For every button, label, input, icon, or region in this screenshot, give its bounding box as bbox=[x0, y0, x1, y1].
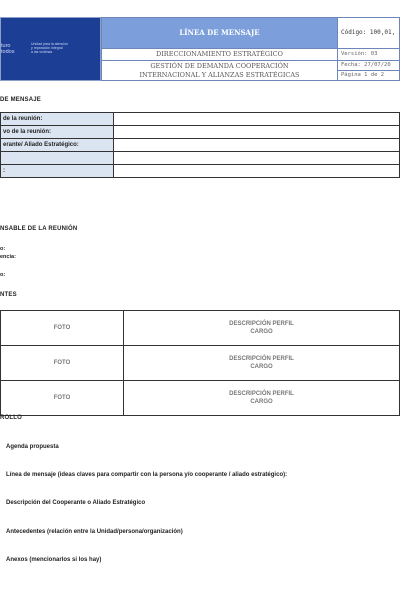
participant-row bbox=[1, 311, 400, 346]
photo-placeholder: FOTO bbox=[1, 311, 124, 346]
document-title: LÍNEA DE MENSAJE bbox=[102, 18, 338, 49]
profile-description: DESCRIPCIÓN PERFIL CARGO bbox=[124, 346, 400, 381]
resp-line: o: bbox=[0, 246, 6, 252]
agenda-item: Anexos (mencionarlos si los hay) bbox=[6, 557, 102, 563]
info-label: vo de la reunión: bbox=[1, 126, 114, 139]
info-row bbox=[1, 165, 400, 178]
info-value[interactable] bbox=[114, 113, 400, 126]
agenda-item: Agenda propuesta bbox=[6, 444, 59, 450]
info-label: erante/ Aliado Estratégico: bbox=[1, 139, 114, 152]
logo-subtext: Unidad para la atención y reparación integral a las víctimas bbox=[31, 42, 68, 54]
section-linea-title: DE MENSAJE bbox=[0, 97, 42, 103]
agenda-item: Descripción del Cooperante o Aliado Estratégico bbox=[6, 500, 146, 506]
photo-placeholder: FOTO bbox=[1, 381, 124, 416]
header-table bbox=[101, 17, 400, 81]
info-label: de la reunión: bbox=[1, 113, 114, 126]
version: Versión: 03 bbox=[338, 48, 400, 60]
resp-line: o: bbox=[0, 272, 6, 278]
section-participantes-title: NTES bbox=[0, 292, 17, 298]
document-code: Código: 100,01, bbox=[338, 18, 400, 49]
info-row bbox=[1, 139, 400, 152]
info-value[interactable] bbox=[114, 126, 400, 139]
section-desarrollo-title: ROLLO bbox=[0, 415, 22, 421]
resp-line: encia: bbox=[0, 254, 16, 260]
info-value[interactable] bbox=[114, 165, 400, 178]
photo-placeholder: FOTO bbox=[1, 346, 124, 381]
logo bbox=[0, 17, 101, 81]
info-label bbox=[1, 152, 114, 165]
participants-table bbox=[0, 310, 400, 416]
participant-row bbox=[1, 381, 400, 416]
info-label: : bbox=[1, 165, 114, 178]
logo-text: turo todos bbox=[1, 43, 15, 55]
process-name: DIRECCIONAMIENTO ESTRATÉGICO bbox=[102, 48, 338, 60]
profile-description: DESCRIPCIÓN PERFIL CARGO bbox=[124, 311, 400, 346]
procedure-name-1: GESTIÓN DE DEMANDA COOPERACIÓN bbox=[102, 60, 338, 70]
info-row bbox=[1, 152, 400, 165]
page-number: Página 1 de 2 bbox=[338, 70, 400, 80]
date: Fecha: 27/07/20 bbox=[338, 60, 400, 70]
info-value[interactable] bbox=[114, 139, 400, 152]
profile-description: DESCRIPCIÓN PERFIL CARGO bbox=[124, 381, 400, 416]
agenda-item: Línea de mensaje (ideas claves para compartir con la persona y/o cooperante / aliado estratégico): bbox=[6, 472, 288, 478]
participant-row bbox=[1, 346, 400, 381]
info-value[interactable] bbox=[114, 152, 400, 165]
procedure-name-2: INTERNACIONAL Y ALIANZAS ESTRATÉGICAS bbox=[102, 70, 338, 80]
agenda-item: Antecedentes (relación entre la Unidad/persona/organización) bbox=[6, 529, 183, 535]
info-row bbox=[1, 113, 400, 126]
info-row bbox=[1, 126, 400, 139]
info-table bbox=[0, 112, 400, 178]
section-responsable-title: NSABLE DE LA REUNIÓN bbox=[0, 226, 78, 232]
